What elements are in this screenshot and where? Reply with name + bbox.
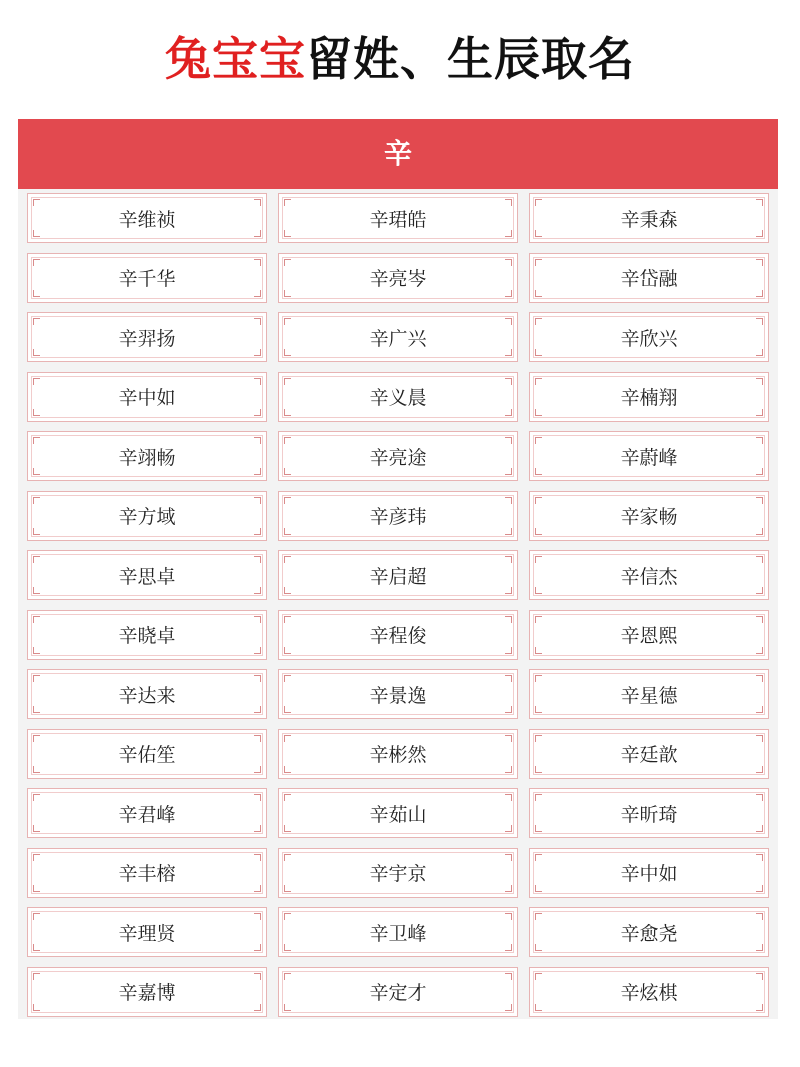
name-text: 辛彬然 <box>369 744 427 766</box>
name-card <box>278 431 518 481</box>
corner-ornament <box>756 735 763 742</box>
name-card <box>27 312 267 362</box>
corner-ornament <box>535 885 542 892</box>
corner-ornament <box>535 973 542 980</box>
corner-ornament <box>535 259 542 266</box>
corner-ornament <box>535 468 542 475</box>
corner-ornament <box>33 944 40 951</box>
corner-ornament <box>505 199 512 206</box>
corner-ornament <box>33 437 40 444</box>
name-text: 辛定才 <box>369 982 427 1004</box>
corner-ornament <box>505 528 512 535</box>
name-text: 辛亮岑 <box>369 268 427 290</box>
corner-ornament <box>33 528 40 535</box>
name-text: 辛广兴 <box>369 327 427 350</box>
name-card <box>27 253 267 303</box>
corner-ornament <box>284 885 291 892</box>
corner-ornament <box>756 587 763 594</box>
corner-ornament <box>254 437 261 444</box>
corner-ornament <box>505 944 512 951</box>
corner-ornament <box>535 349 542 356</box>
name-text: 辛理贤 <box>118 922 176 945</box>
corner-ornament <box>284 794 291 801</box>
corner-ornament <box>505 587 512 594</box>
corner-ornament <box>284 616 291 623</box>
name-text: 辛千华 <box>118 268 176 290</box>
corner-ornament <box>505 794 512 801</box>
name-card <box>278 312 518 362</box>
corner-ornament <box>254 497 261 504</box>
name-card <box>278 967 518 1017</box>
corner-ornament <box>756 409 763 416</box>
name-text: 辛楠翔 <box>620 387 678 409</box>
name-card <box>529 729 769 779</box>
corner-ornament <box>33 378 40 385</box>
corner-ornament <box>254 409 261 416</box>
corner-ornament <box>254 230 261 237</box>
corner-ornament <box>535 378 542 385</box>
name-card <box>278 491 518 541</box>
corner-ornament <box>33 647 40 654</box>
name-card <box>27 372 267 422</box>
corner-ornament <box>254 766 261 773</box>
corner-ornament <box>33 706 40 713</box>
name-text: 辛丰榕 <box>118 863 176 885</box>
corner-ornament <box>756 973 763 980</box>
name-text: 辛星德 <box>620 684 678 707</box>
corner-ornament <box>756 290 763 297</box>
name-card <box>27 788 267 838</box>
corner-ornament <box>254 706 261 713</box>
names-panel <box>18 119 778 1019</box>
name-card <box>529 788 769 838</box>
name-text: 辛思卓 <box>118 565 176 588</box>
corner-ornament <box>254 794 261 801</box>
corner-ornament <box>505 913 512 920</box>
name-text: 辛程俊 <box>369 625 427 647</box>
name-card <box>278 253 518 303</box>
name-card <box>27 848 267 898</box>
name-text: 辛达来 <box>118 684 176 707</box>
corner-ornament <box>535 199 542 206</box>
corner-ornament <box>756 318 763 325</box>
name-card <box>27 193 267 243</box>
corner-ornament <box>33 290 40 297</box>
corner-ornament <box>505 706 512 713</box>
name-card <box>27 967 267 1017</box>
corner-ornament <box>756 794 763 801</box>
name-text: 辛启超 <box>369 565 427 588</box>
corner-ornament <box>284 378 291 385</box>
corner-ornament <box>505 825 512 832</box>
corner-ornament <box>284 497 291 504</box>
corner-ornament <box>284 230 291 237</box>
corner-ornament <box>505 973 512 980</box>
corner-ornament <box>284 556 291 563</box>
corner-ornament <box>284 1004 291 1011</box>
corner-ornament <box>254 913 261 920</box>
corner-ornament <box>254 259 261 266</box>
corner-ornament <box>254 378 261 385</box>
corner-ornament <box>756 616 763 623</box>
corner-ornament <box>33 1004 40 1011</box>
name-text: 辛恩熙 <box>620 625 678 647</box>
corner-ornament <box>505 468 512 475</box>
name-text: 辛愈尧 <box>620 922 678 945</box>
name-card <box>27 907 267 957</box>
corner-ornament <box>33 468 40 475</box>
corner-ornament <box>535 318 542 325</box>
corner-ornament <box>254 528 261 535</box>
corner-ornament <box>284 973 291 980</box>
name-card <box>529 372 769 422</box>
name-card <box>529 550 769 600</box>
corner-ornament <box>756 349 763 356</box>
name-text: 辛中如 <box>620 863 678 885</box>
name-text: 辛秉森 <box>620 208 678 231</box>
title-rest: 留姓、生辰取名 <box>306 32 635 86</box>
name-text: 辛维祯 <box>118 208 176 231</box>
corner-ornament <box>535 766 542 773</box>
corner-ornament <box>254 290 261 297</box>
corner-ornament <box>535 675 542 682</box>
name-grid <box>27 193 769 1017</box>
corner-ornament <box>505 766 512 773</box>
corner-ornament <box>756 556 763 563</box>
corner-ornament <box>535 528 542 535</box>
name-text: 辛方域 <box>118 506 176 528</box>
corner-ornament <box>756 647 763 654</box>
corner-ornament <box>33 199 40 206</box>
corner-ornament <box>254 349 261 356</box>
corner-ornament <box>535 230 542 237</box>
corner-ornament <box>505 647 512 654</box>
corner-ornament <box>254 675 261 682</box>
name-text: 辛彦玮 <box>369 506 427 528</box>
corner-ornament <box>535 794 542 801</box>
name-text: 辛亮途 <box>369 446 427 469</box>
corner-ornament <box>284 468 291 475</box>
corner-ornament <box>756 854 763 861</box>
name-card <box>278 372 518 422</box>
corner-ornament <box>505 556 512 563</box>
corner-ornament <box>33 854 40 861</box>
name-text: 辛茹山 <box>369 803 427 826</box>
corner-ornament <box>535 616 542 623</box>
corner-ornament <box>284 528 291 535</box>
corner-ornament <box>33 616 40 623</box>
corner-ornament <box>756 675 763 682</box>
corner-ornament <box>756 944 763 951</box>
name-text: 辛义晨 <box>369 387 427 409</box>
corner-ornament <box>33 825 40 832</box>
surname-header: 辛 <box>18 119 778 189</box>
name-text: 辛廷歆 <box>620 744 678 766</box>
corner-ornament <box>756 766 763 773</box>
name-text: 辛蔚峰 <box>620 446 678 469</box>
name-card <box>529 253 769 303</box>
name-card <box>529 431 769 481</box>
corner-ornament <box>284 318 291 325</box>
corner-ornament <box>284 825 291 832</box>
name-card <box>27 610 267 660</box>
corner-ornament <box>756 825 763 832</box>
corner-ornament <box>33 230 40 237</box>
name-text: 辛佑笙 <box>118 744 176 766</box>
name-text: 辛晓卓 <box>118 625 176 647</box>
name-card <box>278 193 518 243</box>
corner-ornament <box>33 794 40 801</box>
corner-ornament <box>535 854 542 861</box>
corner-ornament <box>505 437 512 444</box>
name-text: 辛景逸 <box>369 684 427 707</box>
corner-ornament <box>254 318 261 325</box>
corner-ornament <box>505 735 512 742</box>
corner-ornament <box>505 290 512 297</box>
name-card <box>278 729 518 779</box>
corner-ornament <box>505 616 512 623</box>
name-text: 辛中如 <box>118 387 176 409</box>
name-text: 辛翊畅 <box>118 446 176 469</box>
corner-ornament <box>33 497 40 504</box>
corner-ornament <box>254 616 261 623</box>
name-text: 辛欣兴 <box>620 327 678 350</box>
corner-ornament <box>505 854 512 861</box>
corner-ornament <box>33 675 40 682</box>
name-card <box>529 610 769 660</box>
corner-ornament <box>254 735 261 742</box>
corner-ornament <box>284 854 291 861</box>
corner-ornament <box>284 735 291 742</box>
corner-ornament <box>505 259 512 266</box>
corner-ornament <box>756 259 763 266</box>
corner-ornament <box>284 290 291 297</box>
name-text: 辛信杰 <box>620 565 678 588</box>
corner-ornament <box>756 378 763 385</box>
corner-ornament <box>535 587 542 594</box>
corner-ornament <box>284 259 291 266</box>
name-card <box>529 848 769 898</box>
corner-ornament <box>33 766 40 773</box>
corner-ornament <box>756 706 763 713</box>
name-text: 辛炫棋 <box>620 982 678 1004</box>
corner-ornament <box>535 290 542 297</box>
corner-ornament <box>756 885 763 892</box>
corner-ornament <box>756 1004 763 1011</box>
corner-ornament <box>535 647 542 654</box>
corner-ornament <box>505 497 512 504</box>
name-text: 辛羿扬 <box>118 327 176 350</box>
corner-ornament <box>284 647 291 654</box>
name-card <box>529 907 769 957</box>
corner-ornament <box>535 437 542 444</box>
corner-ornament <box>505 378 512 385</box>
corner-ornament <box>33 556 40 563</box>
corner-ornament <box>756 199 763 206</box>
corner-ornament <box>284 199 291 206</box>
name-card <box>529 193 769 243</box>
corner-ornament <box>254 1004 261 1011</box>
corner-ornament <box>284 437 291 444</box>
corner-ornament <box>254 468 261 475</box>
corner-ornament <box>33 973 40 980</box>
corner-ornament <box>284 706 291 713</box>
name-card <box>529 312 769 362</box>
corner-ornament <box>284 587 291 594</box>
corner-ornament <box>505 1004 512 1011</box>
corner-ornament <box>756 528 763 535</box>
corner-ornament <box>505 230 512 237</box>
name-text: 辛嘉博 <box>118 982 176 1004</box>
corner-ornament <box>254 944 261 951</box>
name-card <box>27 729 267 779</box>
name-text: 辛卫峰 <box>369 922 427 945</box>
corner-ornament <box>284 349 291 356</box>
name-text: 辛家畅 <box>620 506 678 528</box>
name-card <box>278 550 518 600</box>
corner-ornament <box>535 409 542 416</box>
corner-ornament <box>505 409 512 416</box>
name-card <box>529 967 769 1017</box>
corner-ornament <box>535 497 542 504</box>
corner-ornament <box>33 587 40 594</box>
name-card <box>27 669 267 719</box>
corner-ornament <box>535 706 542 713</box>
corner-ornament <box>33 259 40 266</box>
corner-ornament <box>254 587 261 594</box>
corner-ornament <box>535 556 542 563</box>
corner-ornament <box>284 766 291 773</box>
corner-ornament <box>756 913 763 920</box>
corner-ornament <box>756 497 763 504</box>
corner-ornament <box>535 735 542 742</box>
corner-ornament <box>33 349 40 356</box>
corner-ornament <box>756 468 763 475</box>
name-card <box>529 491 769 541</box>
name-card <box>27 491 267 541</box>
name-card <box>278 610 518 660</box>
corner-ornament <box>284 913 291 920</box>
corner-ornament <box>535 1004 542 1011</box>
title-accent: 兔宝宝 <box>165 32 306 86</box>
name-text: 辛岱融 <box>620 268 678 290</box>
corner-ornament <box>33 735 40 742</box>
corner-ornament <box>535 913 542 920</box>
corner-ornament <box>505 885 512 892</box>
corner-ornament <box>254 854 261 861</box>
name-card <box>278 907 518 957</box>
corner-ornament <box>756 230 763 237</box>
name-card <box>27 431 267 481</box>
name-text: 辛昕琦 <box>620 803 678 826</box>
corner-ornament <box>284 675 291 682</box>
corner-ornament <box>756 437 763 444</box>
page-title <box>0 28 800 90</box>
name-card <box>278 788 518 838</box>
corner-ornament <box>254 825 261 832</box>
corner-ornament <box>33 913 40 920</box>
name-card <box>278 669 518 719</box>
corner-ornament <box>505 349 512 356</box>
name-card <box>278 848 518 898</box>
corner-ornament <box>254 556 261 563</box>
corner-ornament <box>505 675 512 682</box>
corner-ornament <box>254 647 261 654</box>
corner-ornament <box>254 973 261 980</box>
name-card <box>529 669 769 719</box>
corner-ornament <box>505 318 512 325</box>
name-text: 辛君峰 <box>118 803 176 826</box>
corner-ornament <box>535 944 542 951</box>
corner-ornament <box>33 885 40 892</box>
name-card <box>27 550 267 600</box>
corner-ornament <box>284 944 291 951</box>
corner-ornament <box>284 409 291 416</box>
corner-ornament <box>254 199 261 206</box>
name-text: 辛宇京 <box>369 863 427 885</box>
corner-ornament <box>33 409 40 416</box>
corner-ornament <box>254 885 261 892</box>
corner-ornament <box>535 825 542 832</box>
name-text: 辛珺皓 <box>369 208 427 231</box>
corner-ornament <box>33 318 40 325</box>
